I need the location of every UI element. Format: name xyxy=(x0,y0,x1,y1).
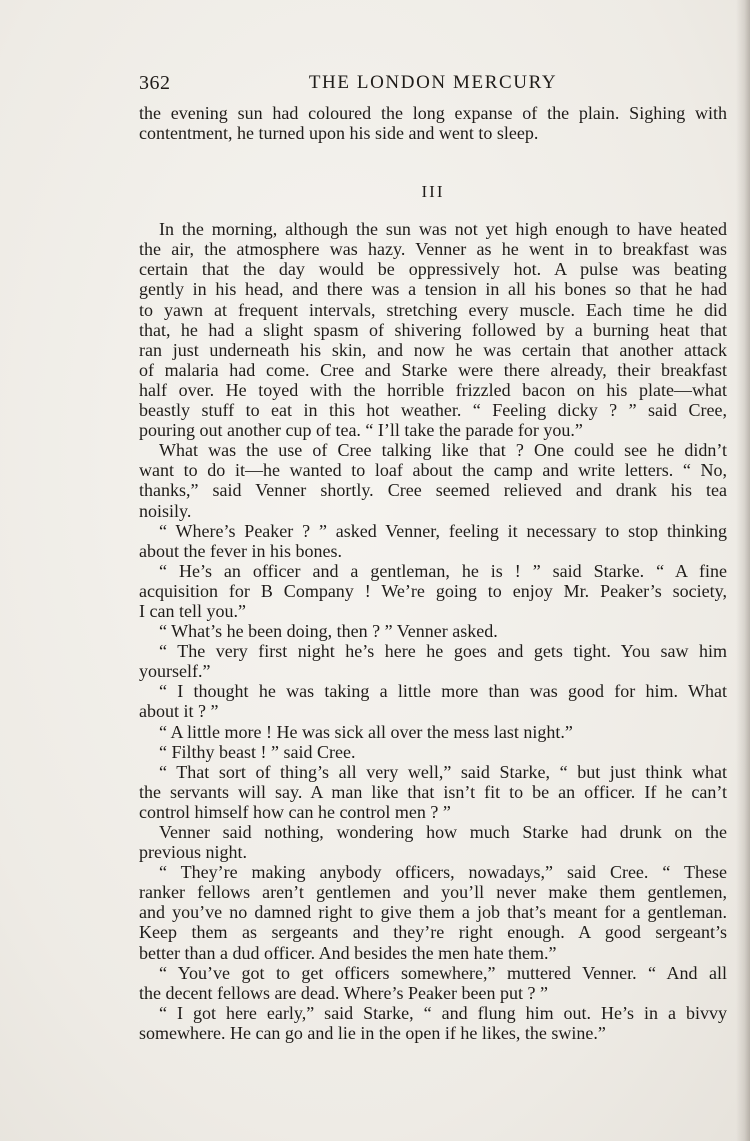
text-line: “ He’s an officer and a gentleman, he is ! ” said Starke. “ A fine xyxy=(159,560,727,581)
text-line: and you’ve no damned right to give them a job that’s meant for a gentleman. xyxy=(139,902,727,923)
text-line: noisily. xyxy=(139,500,192,521)
text-line: “ I thought he was taking a little more than was good for him. What xyxy=(159,681,727,702)
text-line: the air, the atmosphere was hazy. Venner as he went in to breakfast was xyxy=(139,239,727,260)
text-line: acquisition for B Company ! We’re going to enjoy Mr. Peaker’s society, xyxy=(139,580,727,601)
text-line: of malaria had come. Cree and Starke were there already, their breakfast xyxy=(139,359,727,380)
text-line: yourself.” xyxy=(139,661,211,682)
page-number: 362 xyxy=(139,72,171,94)
text-line: about the fever in his bones. xyxy=(139,540,342,561)
text-line: “ A little more ! He was sick all over the mess last night.” xyxy=(159,721,573,742)
text-line: previous night. xyxy=(139,842,247,863)
text-line: thanks,” said Venner shortly. Cree seemed relieved and drank his tea xyxy=(139,480,727,501)
text-line: control himself how can he control men ? ” xyxy=(139,801,451,822)
text-line: about it ? ” xyxy=(139,701,219,722)
text-line: “ Filthy beast ! ” said Cree. xyxy=(159,741,356,762)
text-line: certain that the day would be oppressively hot. A pulse was beating xyxy=(139,259,727,280)
text-line: “ You’ve got to get officers somewhere,” muttered Venner. “ And all xyxy=(159,962,727,983)
text-line: beastly stuff to eat in this hot weather. “ Feeling dicky ? ” said Cree, xyxy=(139,400,727,421)
text-line: the servants will say. A man like that isn’t fit to be an officer. If he can’t xyxy=(139,781,727,802)
text-line: “ That sort of thing’s all very well,” said Starke, “ but just think what xyxy=(159,761,727,782)
page-edge-shadow xyxy=(736,0,750,1141)
running-head: THE LONDON MERCURY xyxy=(308,72,558,93)
text-line: “ What’s he been doing, then ? ” Venner asked. xyxy=(159,621,498,642)
text-line: the decent fellows are dead. Where’s Peaker been put ? ” xyxy=(139,982,548,1003)
text-line: the evening sun had coloured the long expanse of the plain. Sighing with xyxy=(139,103,727,123)
text-line: ran just underneath his skin, and now he was certain that another attack xyxy=(139,339,727,360)
text-line: somewhere. He can go and lie in the open if he likes, the swine.” xyxy=(139,1022,606,1043)
text-line: “ The very first night he’s here he goes and gets tight. You saw him xyxy=(159,641,727,662)
text-line: to yawn at frequent intervals, stretching every muscle. Each time he did xyxy=(139,299,727,320)
text-line: Venner said nothing, wondering how much Starke had drunk on the xyxy=(159,822,727,842)
text-line: “ Where’s Peaker ? ” asked Venner, feeling it necessary to stop thinking xyxy=(159,520,727,541)
text-line: ranker fellows aren’t gentlemen and you’ll never make them gentlemen, xyxy=(139,882,727,903)
text-line: half over. He toyed with the horrible frizzled bacon on his plate—what xyxy=(139,379,727,400)
section-heading: III xyxy=(421,182,445,202)
text-line: “ I got here early,” said Starke, “ and flung him out. He’s in a bivvy xyxy=(159,1002,727,1023)
text-line: “ They’re making anybody officers, nowadays,” said Cree. “ These xyxy=(159,862,727,883)
body-text xyxy=(139,103,727,1043)
text-line: In the morning, although the sun was not yet high enough to have heated xyxy=(159,219,727,240)
text-line: contentment, he turned upon his side and went to sleep. xyxy=(139,123,539,144)
text-line: want to do it—he wanted to loaf about the camp and write letters. “ No, xyxy=(139,460,727,481)
text-line: pouring out another cup of tea. “ I’ll take the parade for you.” xyxy=(139,420,583,441)
text-line: better than a dud officer. And besides the men hate them.” xyxy=(139,942,557,963)
text-line: Keep them as sergeants and they’re right enough. A good sergeant’s xyxy=(139,922,727,943)
page-header xyxy=(139,72,727,100)
text-line: What was the use of Cree talking like that ? One could see he didn’t xyxy=(159,440,727,461)
text-line: gently in his head, and there was a tension in all his bones so that he had xyxy=(139,279,727,300)
text-line: I can tell you.” xyxy=(139,600,246,621)
text-line: that, he had a slight spasm of shivering followed by a burning heat that xyxy=(139,319,727,340)
